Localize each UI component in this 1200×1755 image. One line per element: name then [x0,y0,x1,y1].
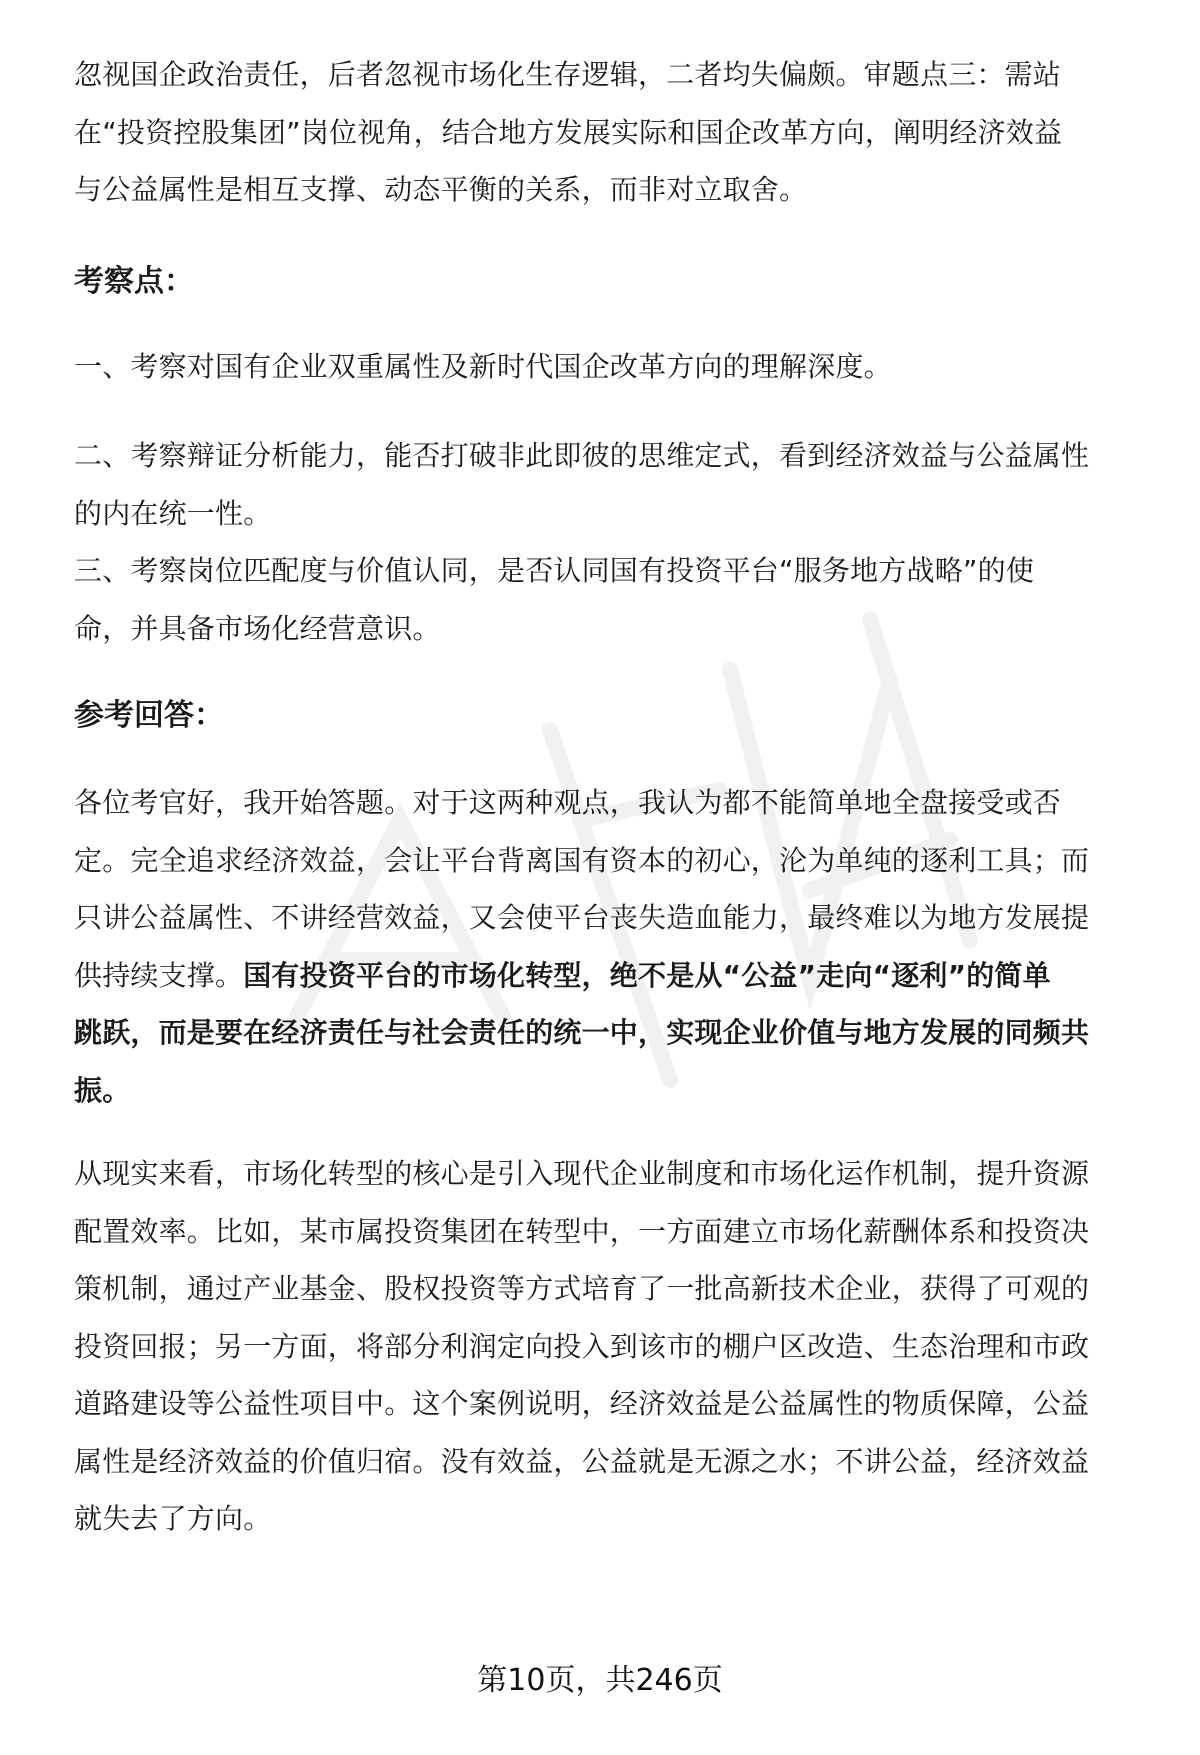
answer-para1-line-4-bold: 国有投资平台的市场化转型，绝不是从“公益”走向“逐利”的简单 [243,958,1051,992]
exam-point-2-line-2: 的内在统一性。 [74,496,272,530]
exam-point-3-line-1: 三、考察岗位匹配度与价值认同，是否认同国有投资平台“服务地方战略”的使 [74,554,1035,587]
answer-para1-line-2: 定。完全追求经济效益，会让平台背离国有资本的初心，沦为单纯的逐利工具；而 [74,843,1090,877]
answer-para2-line-3: 策机制，通过产业基金、股权投资等方式培育了一批高新技术企业，获得了可观的 [74,1272,1090,1305]
intro-line-1: 忽视国企政治责任，后者忽视市场化生存逻辑，二者均失偏颇。审题点三：需站 [74,58,1062,91]
reference-heading: 参考回答： [74,698,224,733]
answer-para2-line-1: 从现实来看，市场化转型的核心是引入现代企业制度和市场化运作机制，提升资源 [74,1157,1090,1190]
answer-para1-bold-line-2: 振。 [74,1073,131,1107]
answer-para1-line-3: 只讲公益属性、不讲经营效益，又会使平台丧失造血能力，最终难以为地方发展提 [74,901,1090,934]
intro-line-2: 在“投资控股集团”岗位视角，结合地方发展实际和国企改革方向，阐明经济效益 [74,115,1063,149]
answer-para1-line-4-normal: 供持续支撑。 [74,958,244,992]
answer-para2-line-4: 投资回报；另一方面，将部分利润定向投入到该市的棚户区改造、生态治理和市政 [74,1329,1090,1363]
exam-point-1: 一、考察对国有企业双重属性及新时代国企改革方向的理解深度。 [74,349,892,383]
answer-para2-line-6: 属性是经济效益的价值归宿。没有效益，公益就是无源之水；不讲公益，经济效益 [74,1444,1090,1478]
answer-para2-line-2: 配置效率。比如，某市属投资集团在转型中，一方面建立市场化薪酬体系和投资决 [74,1214,1090,1248]
answer-para1-line-1: 各位考官好，我开始答题。对于这两种观点，我认为都不能简单地全盘接受或否 [74,786,1062,819]
answer-para2-line-7: 就失去了方向。 [74,1502,272,1535]
document-page [74,46,1146,1548]
answer-para1-line-4 [74,947,1146,1005]
exam-point-3-line-2: 命，并具备市场化经营意识。 [74,611,441,645]
exam-point-2-line-1: 二、考察辩证分析能力，能否打破非此即彼的思维定式，看到经济效益与公益属性 [74,439,1090,472]
answer-para2-line-5: 道路建设等公益性项目中。这个案例说明，经济效益是公益属性的物质保障，公益 [74,1387,1090,1420]
intro-line-3: 与公益属性是相互支撑、动态平衡的关系，而非对立取舍。 [74,173,808,206]
page-number-footer: 第10页，共246页 [477,1663,723,1698]
exam-points-heading: 考察点： [74,263,194,299]
answer-para1-bold-line-1: 跳跃，而是要在经济责任与社会责任的统一中，实现企业价值与地方发展的同频共 [74,1016,1090,1049]
